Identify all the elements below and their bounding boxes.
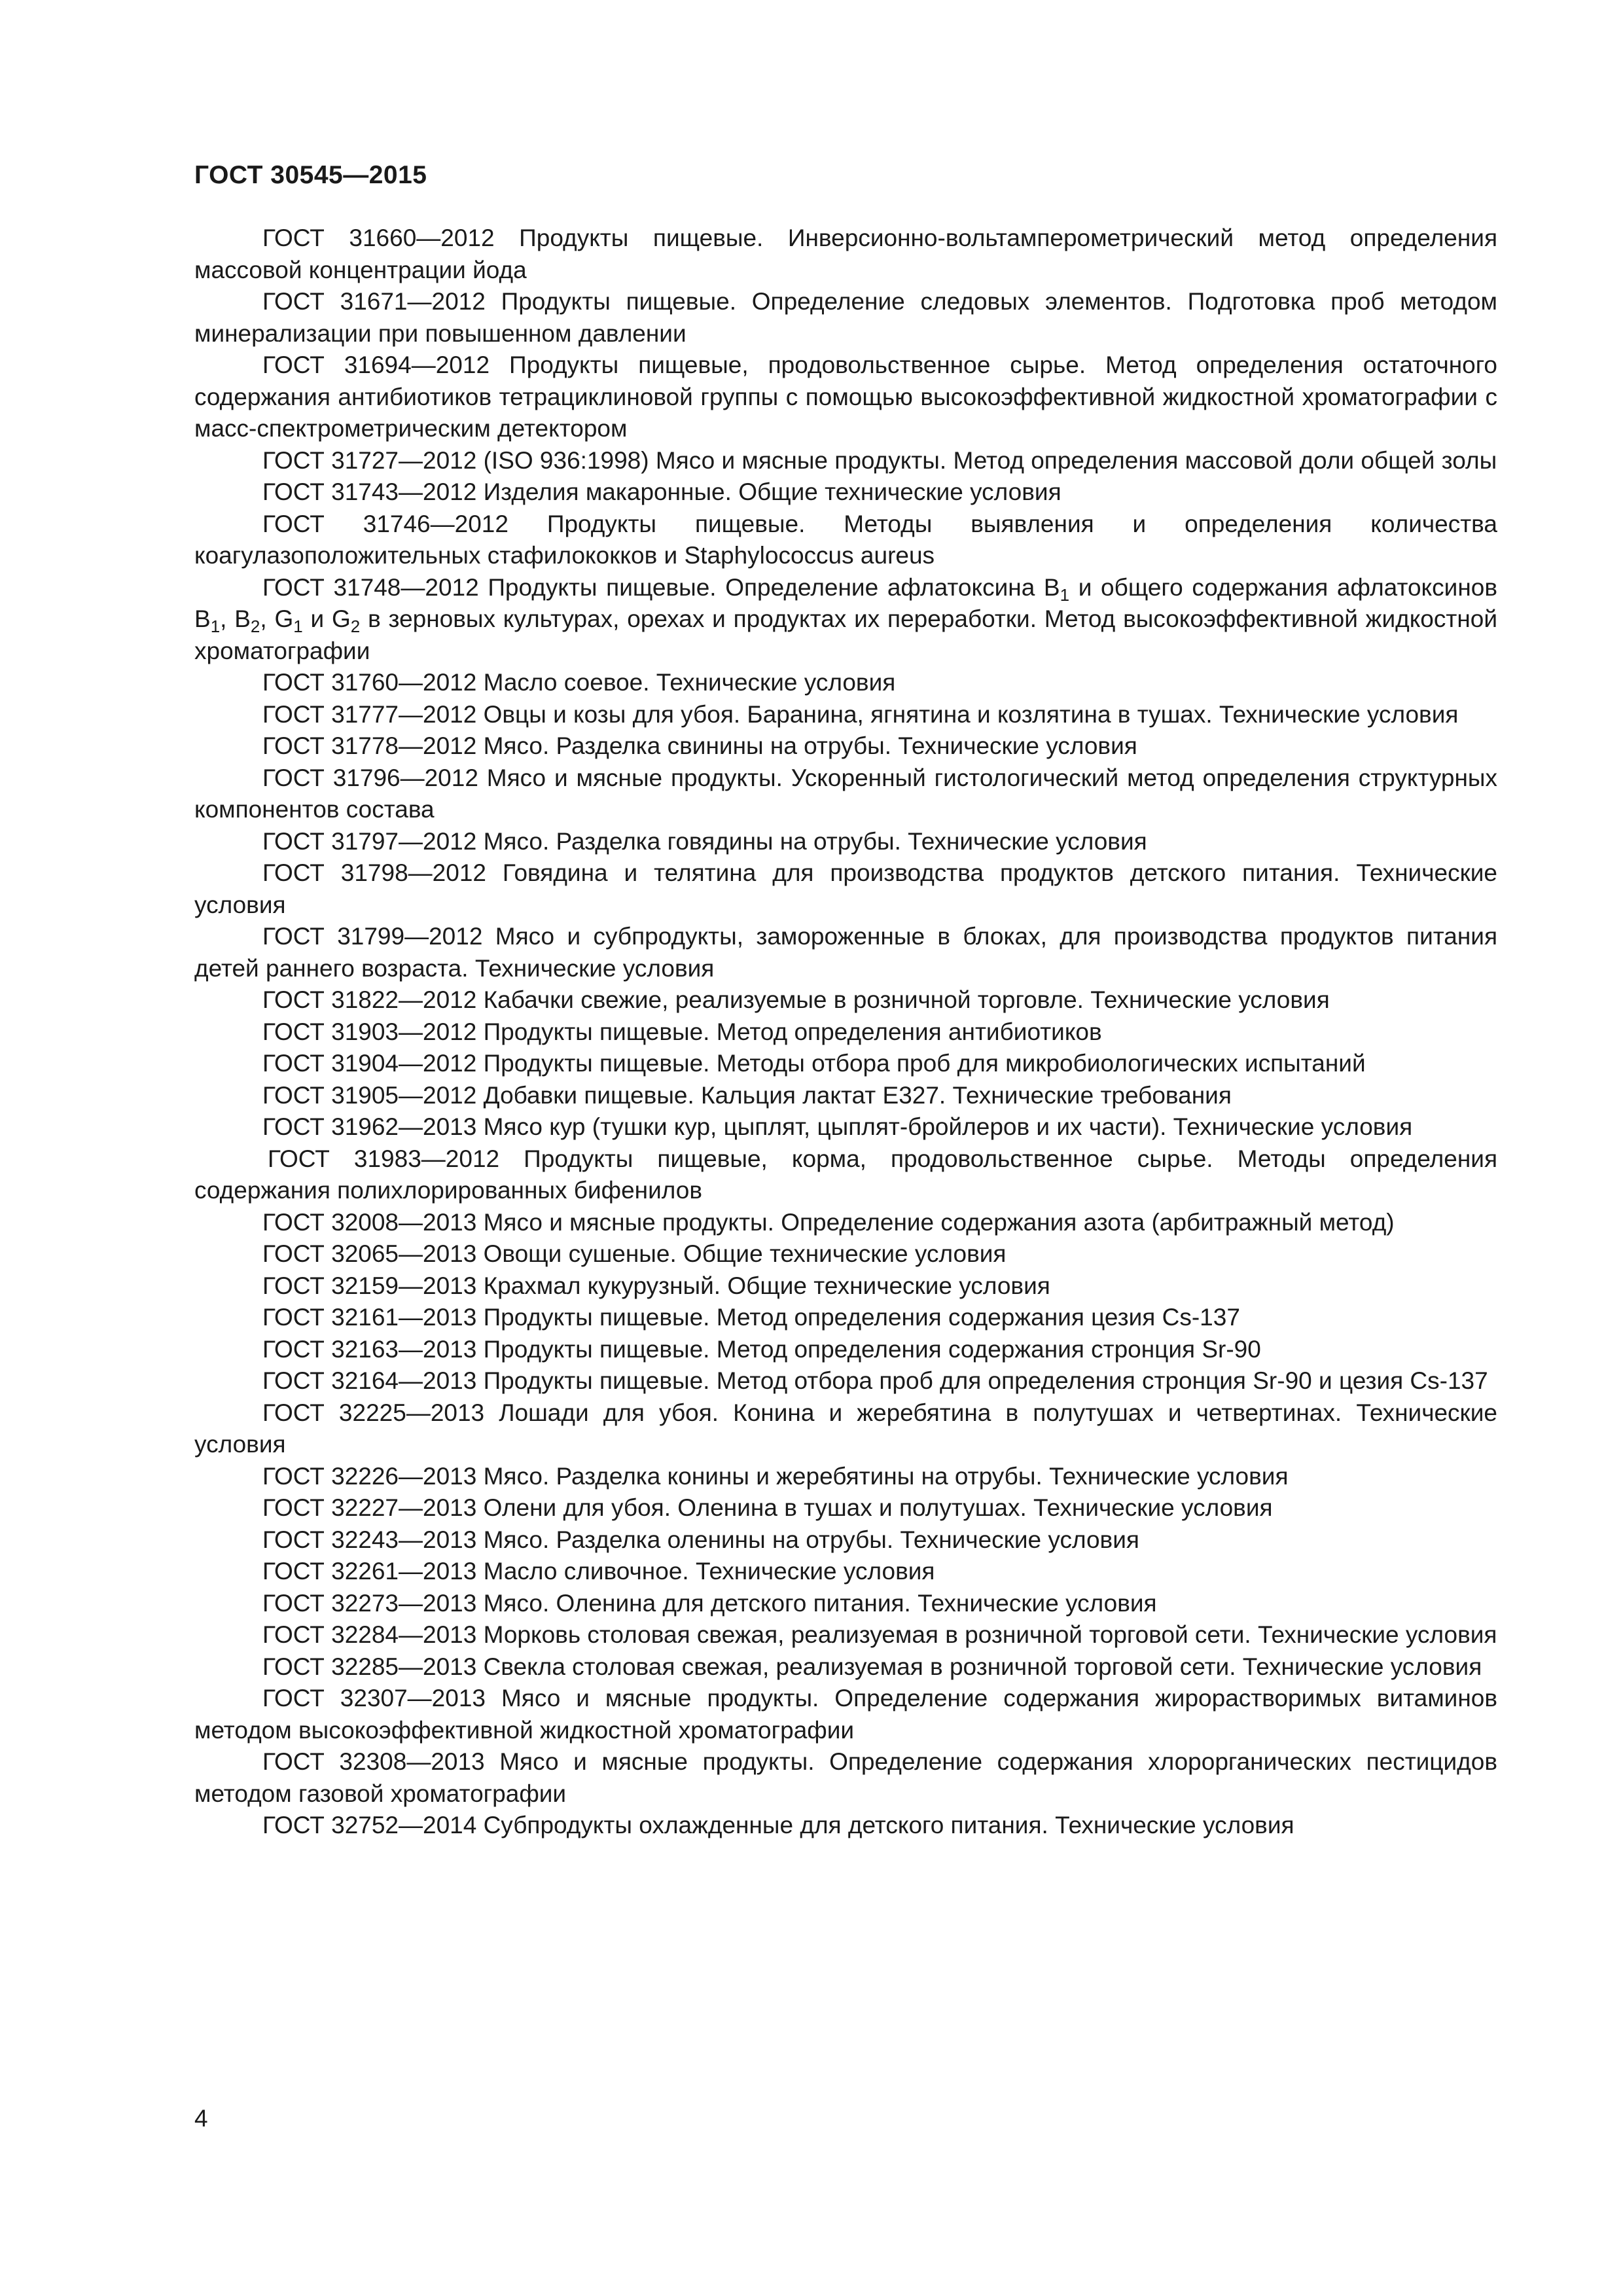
- reference-item: ГОСТ 32008—2013 Мясо и мясные продукты. Определение содержания азота (арбитражный метод): [262, 1208, 1395, 1236]
- reference-item: ГОСТ 31983—2012 Продукты пищевые, корма, продовольственное сырье. Методы определения содержания полихлорированных бифенилов: [194, 1145, 1497, 1204]
- reference-item: ГОСТ 31822—2012 Кабачки свежие, реализуемые в розничной торговле. Технические условия: [262, 986, 1330, 1013]
- reference-item: ГОСТ 31743—2012 Изделия макаронные. Общие технические условия: [262, 478, 1061, 505]
- reference-item: ГОСТ 32226—2013 Мясо. Разделка конины и жеребятины на отрубы. Технические условия: [262, 1462, 1289, 1490]
- page-header: ГОСТ 30545—2015: [194, 161, 427, 189]
- reference-item: ГОСТ 31671—2012 Продукты пищевые. Определение следовых элементов. Подготовка проб методом минерализации при повышенном давлении: [194, 288, 1497, 347]
- reference-item: ГОСТ 31905—2012 Добавки пищевые. Кальция лактат Е327. Технические требования: [262, 1081, 1232, 1109]
- reference-item: ГОСТ 31660—2012 Продукты пищевые. Инверсионно-вольтамперометрический метод определения массовой концентрации йода: [194, 224, 1497, 283]
- reference-item: ГОСТ 31777—2012 Овцы и козы для убоя. Баранина, ягнятина и козлятина в тушах. Технические условия: [262, 700, 1459, 728]
- reference-item: ГОСТ 31760—2012 Масло соевое. Технические условия: [262, 669, 896, 696]
- reference-item: ГОСТ 32164—2013 Продукты пищевые. Метод отбора проб для определения стронция Sr-90 и цезия Cs-137: [262, 1367, 1488, 1394]
- subscript: 2: [350, 617, 361, 636]
- normative-references: [194, 223, 1497, 1842]
- reference-item: ГОСТ 31962—2013 Мясо кур (тушки кур, цыплят, цыплят-бройлеров и их части). Технические условия: [262, 1113, 1413, 1140]
- ref-text: и G: [302, 605, 351, 632]
- reference-item: ГОСТ 31778—2012 Мясо. Разделка свинины на отрубы. Технические условия: [262, 732, 1137, 759]
- ref-text: , B: [220, 605, 251, 632]
- reference-item: ГОСТ 31904—2012 Продукты пищевые. Методы отбора проб для микробиологических испытаний: [262, 1050, 1366, 1077]
- reference-item: ГОСТ 32307—2013 Мясо и мясные продукты. Определение содержания жирорастворимых витаминов методом высокоэффективной жидкостной хроматографии: [194, 1685, 1497, 1744]
- reference-item: ГОСТ 31796—2012 Мясо и мясные продукты. Ускоренный гистологический метод определения структурных компонентов состава: [194, 764, 1497, 823]
- ref-text: , G: [260, 605, 294, 632]
- reference-item: ГОСТ 31694—2012 Продукты пищевые, продовольственное сырье. Метод определения остаточного содержания антибиотиков тетрациклиновой группы с помощью высокоэффективной жидкостной хроматографии с масс-спектрометрическим детектором: [194, 351, 1497, 442]
- reference-item: ГОСТ 32284—2013 Морковь столовая свежая, реализуемая в розничной торговой сети. Технические условия: [262, 1621, 1497, 1648]
- reference-item: ГОСТ 32065—2013 Овощи сушеные. Общие технические условия: [262, 1240, 1007, 1267]
- ref-text: и общего содержания афлатоксинов B: [194, 573, 1497, 632]
- reference-item: ГОСТ 32163—2013 Продукты пищевые. Метод определения содержания стронция Sr-90: [262, 1335, 1261, 1363]
- reference-item: ГОСТ 32285—2013 Свекла столовая свежая, реализуемая в розничной торговой сети. Технические условия: [262, 1653, 1482, 1680]
- reference-item: ГОСТ 32308—2013 Мясо и мясные продукты. Определение содержания хлорорганических пестицидов методом газовой хроматографии: [194, 1748, 1497, 1807]
- reference-item: ГОСТ 32261—2013 Масло сливочное. Технические условия: [262, 1558, 935, 1585]
- subscript: 1: [1060, 584, 1070, 605]
- subscript: 2: [250, 617, 260, 636]
- subscript: 1: [293, 617, 303, 636]
- reference-item: ГОСТ 31799—2012 Мясо и субпродукты, замороженные в блоках, для производства продуктов питания детей раннего возраста. Технические условия: [194, 923, 1497, 982]
- reference-item: ГОСТ 31903—2012 Продукты пищевые. Метод определения антибиотиков: [262, 1018, 1102, 1045]
- reference-item: ГОСТ 32752—2014 Субпродукты охлажденные для детского питания. Технические условия: [262, 1812, 1294, 1839]
- reference-item: ГОСТ 32227—2013 Олени для убоя. Оленина в тушах и полутушах. Технические условия: [262, 1494, 1273, 1521]
- ref-text: в зерновых культурах, орехах и продуктах их переработки. Метод высокоэффективной жидкостной хроматографии: [194, 605, 1498, 664]
- reference-item: ГОСТ 32159—2013 Крахмал кукурузный. Общие технические условия: [262, 1272, 1050, 1299]
- ref-text: ГОСТ 31748—2012 Продукты пищевые. Определение афлатоксина B: [262, 573, 1060, 601]
- subscript: 1: [210, 617, 221, 636]
- reference-item: ГОСТ 31727—2012 (ISO 936:1998) Мясо и мясные продукты. Метод определения массовой доли общей золы: [262, 446, 1497, 474]
- page-number: 4: [194, 2105, 208, 2132]
- reference-item: ГОСТ 32273—2013 Мясо. Оленина для детского питания. Технические условия: [262, 1589, 1157, 1617]
- reference-item: ГОСТ 31746—2012 Продукты пищевые. Методы выявления и определения количества коагулазоположительных стафилококков и Staphylococcus aureus: [194, 510, 1497, 569]
- reference-item: ГОСТ 32161—2013 Продукты пищевые. Метод определения содержания цезия Cs-137: [262, 1304, 1240, 1331]
- reference-item: ГОСТ 32243—2013 Мясо. Разделка оленины на отрубы. Технические условия: [262, 1526, 1139, 1553]
- reference-item: ГОСТ 31797—2012 Мясо. Разделка говядины на отрубы. Технические условия: [262, 827, 1147, 855]
- reference-item-aflatoxin: [194, 572, 1497, 668]
- reference-item: ГОСТ 31798—2012 Говядина и телятина для производства продуктов детского питания. Технические условия: [194, 859, 1497, 918]
- reference-item: ГОСТ 32225—2013 Лошади для убоя. Конина и жеребятина в полутушах и четвертинах. Технические условия: [194, 1399, 1497, 1458]
